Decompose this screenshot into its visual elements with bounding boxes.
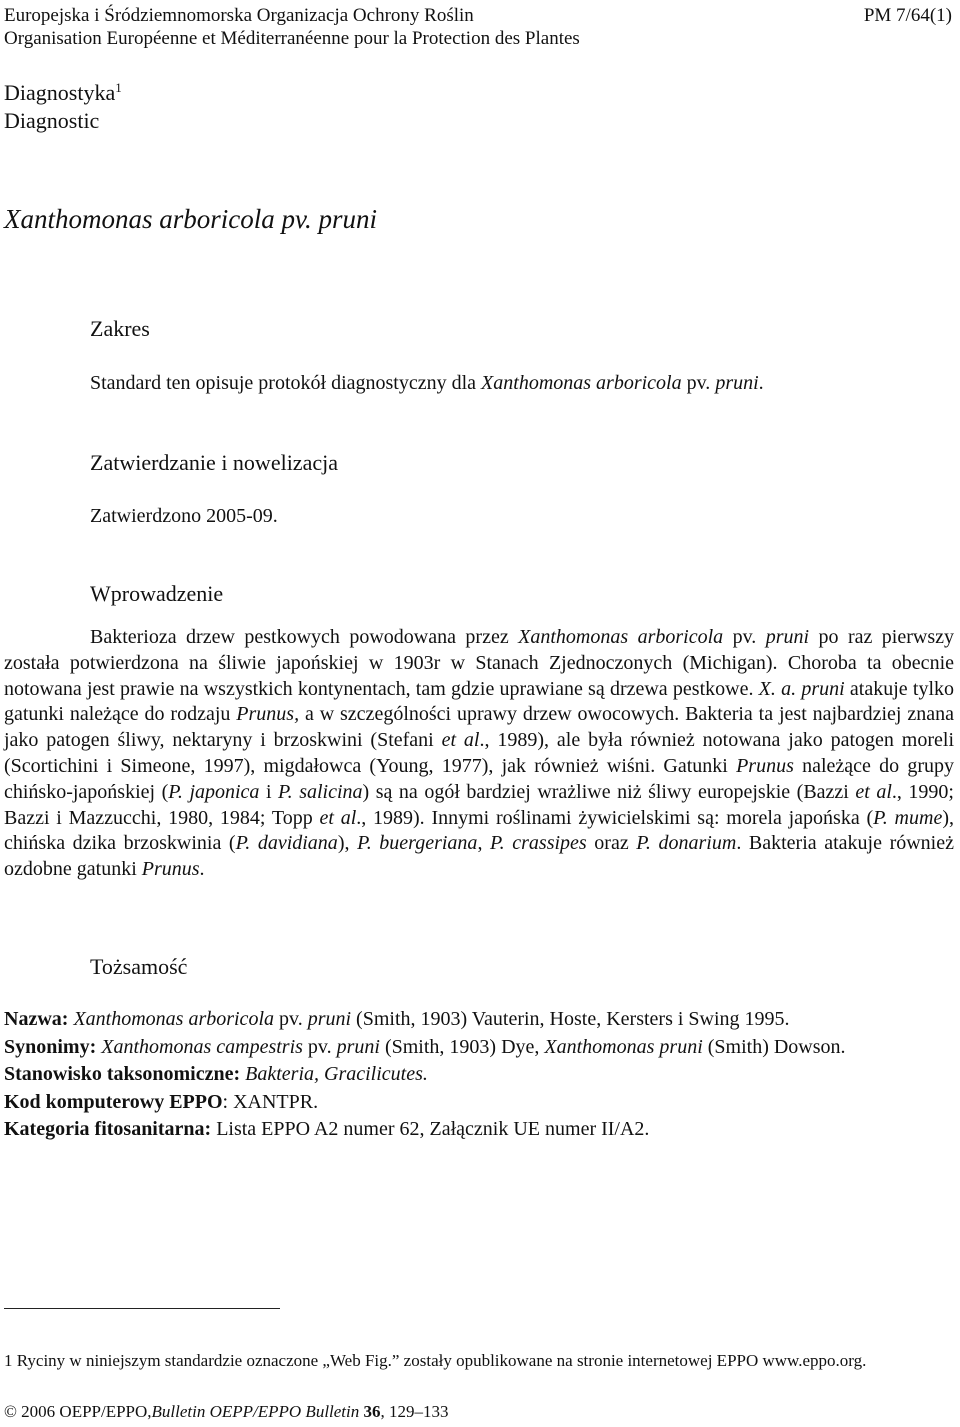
copyright-volume: 36 xyxy=(363,1402,381,1421)
intro-species: P. davidiana xyxy=(235,832,338,855)
identity-name-label: Nazwa: xyxy=(4,1008,69,1030)
identity-heading: Tożsamość xyxy=(90,954,188,979)
identity-name-pathovar: pruni xyxy=(307,1008,352,1030)
identity-eppo-code xyxy=(4,1089,956,1117)
identity-text: pv. xyxy=(302,1035,337,1058)
copyright-line xyxy=(4,1401,449,1423)
copyright-text: © 2006 OEPP/EPPO, xyxy=(4,1402,152,1421)
identity-code-value: : XANTPR. xyxy=(222,1090,319,1113)
title-polish: Diagnostyka xyxy=(4,80,116,105)
identity-text: pv. xyxy=(274,1008,308,1030)
footnote-mark: 1 xyxy=(115,80,122,95)
identity-category-label: Kategoria fitosanitarna: xyxy=(4,1118,212,1140)
intro-text: pv. xyxy=(723,626,766,648)
header-org-polish: Europejska i Śródziemnomorska Organizacja Ochrony Roślin xyxy=(4,5,474,26)
intro-text: ) są na ogół bardziej wrażliwe niż śliwy europejskie (Bazzi xyxy=(362,780,856,803)
identity-name-species: Xanthomonas arboricola xyxy=(68,1008,274,1030)
footnote-text: 1 Ryciny w niniejszym standardzie oznaczone „Web Fig.” zostały opublikowane na stronie internetowej EPPO www.eppo.org. xyxy=(4,1351,867,1370)
intro-text: . xyxy=(199,858,205,881)
intro-paragraph xyxy=(4,625,954,883)
identity-synonyms-label: Synonimy: xyxy=(4,1035,97,1058)
intro-text: , xyxy=(477,832,491,855)
footnote-divider xyxy=(4,1308,280,1309)
identity-synonym-species: Xanthomonas campestris xyxy=(96,1035,303,1058)
intro-species: P. buergeriana xyxy=(357,832,478,855)
intro-pathovar: pruni xyxy=(765,626,810,648)
identity-code-label: Kod komputerowy EPPO xyxy=(4,1090,223,1113)
intro-text: i xyxy=(259,780,279,803)
identity-synonym-species: Xanthomonas pruni xyxy=(544,1035,703,1058)
document-title xyxy=(4,74,122,135)
intro-species: Xanthomonas arboricola xyxy=(518,626,724,648)
intro-text: ), chińska dzika brzoskwinia ( xyxy=(4,806,954,855)
species-title: Xanthomonas arboricola pv. pruni xyxy=(4,204,377,234)
intro-species: P. donarium xyxy=(636,832,737,855)
scope-text-part: Standard ten opisuje protokół diagnostyczny dla xyxy=(90,372,482,394)
identity-synonyms xyxy=(4,1034,956,1062)
identity-category xyxy=(4,1116,956,1144)
scope-species: Xanthomonas arboricola xyxy=(481,372,682,394)
identity-text: (Smith) Dowson. xyxy=(702,1035,846,1058)
intro-text: ., 1990; Bazzi i Mazzucchi, 1980, 1984; Topp xyxy=(4,780,954,829)
title-english: Diagnostic xyxy=(4,108,100,133)
approval-text: Zatwierdzono 2005-09. xyxy=(90,505,278,527)
intro-species: P. salicina xyxy=(278,780,363,803)
identity-text: (Smith, 1903) Vauterin, Hoste, Kersters i Swing 1995. xyxy=(351,1008,790,1030)
identity-name xyxy=(4,1006,956,1034)
intro-text: ., 1989). Innymi roślinami żywicielskimi są: morela japońska ( xyxy=(356,806,874,829)
intro-etal: et al xyxy=(319,806,357,829)
identity-text: (Smith, 1903) Dye, xyxy=(379,1035,545,1058)
intro-genus: Prunus xyxy=(141,858,200,881)
scope-text-part: pv. xyxy=(681,372,716,394)
intro-text: po raz pierwszy została potwierdzona na śliwie japońskiej w 1903r w Stanach Zjednoczonych (Michigan). Choroba ta obecnie notowana jest prawie na wszystkich kontynentach, tam gdzie uprawiane są drzewa pestkowe. xyxy=(4,626,954,700)
scope-pathovar: pruni xyxy=(715,372,759,394)
identity-category-value: Lista EPPO A2 numer 62, Załącznik UE numer II/A2. xyxy=(211,1118,650,1140)
scope-text-part: . xyxy=(758,372,764,394)
intro-species-abbr: X. a. pruni xyxy=(758,677,845,700)
intro-text: ), xyxy=(337,832,358,855)
copyright-journal: Bulletin OEPP/EPPO Bulletin xyxy=(151,1402,360,1421)
intro-text: ., 1989), ale była również notowana jako patogen moreli (Scortichini i Simeone, 1997), migdałowca (Young, 1977), jak również wiśni. Gatunki xyxy=(4,729,955,777)
identity-synonym-pathovar: pruni xyxy=(336,1035,380,1058)
identity-taxonomy-label: Stanowisko taksonomiczne: xyxy=(4,1063,241,1085)
intro-species: P. crassipes xyxy=(490,832,587,855)
intro-etal: et al xyxy=(855,780,892,803)
intro-species: P. mume xyxy=(873,806,943,829)
intro-etal: et al xyxy=(441,729,480,752)
identity-block xyxy=(4,1006,956,1144)
scope-text xyxy=(90,370,764,396)
approval-heading: Zatwierdzanie i nowelizacja xyxy=(90,450,338,475)
header-org-french: Organisation Européenne et Méditerranéenne pour la Protection des Plantes xyxy=(4,28,580,49)
intro-species: P. japonica xyxy=(168,780,260,803)
intro-text: należące do grupy chińsko-japońskiej ( xyxy=(4,754,954,803)
intro-text: . Bakteria atakuje również ozdobne gatunki xyxy=(4,832,954,881)
identity-taxonomy xyxy=(4,1061,956,1089)
identity-taxonomy-value: Bakteria, Gracilicutes. xyxy=(240,1063,428,1085)
intro-text: a w szczególności uprawy drzew owocowych. Bakteria ta jest najbardziej znana jako patogen śliwy, nektaryny i brzoskwini (Stefani xyxy=(4,703,954,752)
intro-text: atakuje tylko gatunki należące do rodzaju xyxy=(4,677,954,726)
copyright-pages: , 129–133 xyxy=(380,1402,449,1421)
intro-text: Bakterioza drzew pestkowych powodowana przez xyxy=(90,626,519,648)
intro-genus: Prunus, xyxy=(236,703,300,726)
intro-genus: Prunus xyxy=(736,754,794,777)
intro-heading: Wprowadzenie xyxy=(90,581,224,606)
document-id: PM 7/64(1) xyxy=(863,5,952,26)
intro-text: oraz xyxy=(586,832,637,855)
scope-heading: Zakres xyxy=(90,316,150,341)
